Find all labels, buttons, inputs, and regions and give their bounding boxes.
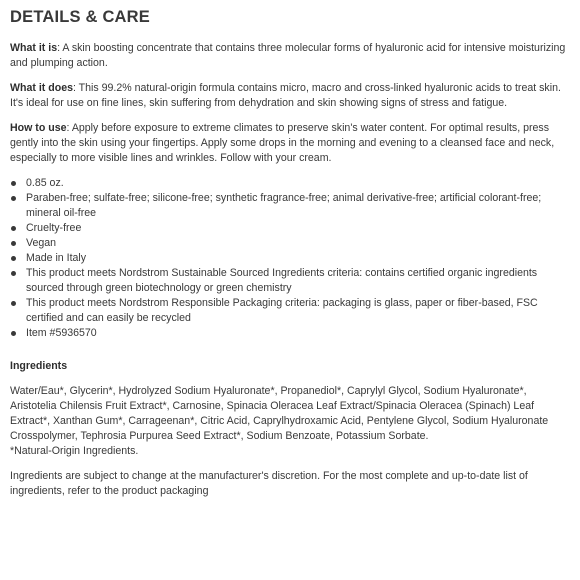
list-item-text: Cruelty-free xyxy=(26,222,82,234)
what-it-does-text: : This 99.2% natural-origin formula contains micro, macro and cross-linked hyaluronic acids to treat skin. It's ideal for use on fine lines, skin suffering from dehydration and skin showing signs of stress and fatigue. xyxy=(10,82,561,109)
list-item xyxy=(10,236,566,251)
bullet-dot-icon xyxy=(11,241,16,246)
list-item-text: Item #5936570 xyxy=(26,327,97,339)
list-item-text: 0.85 oz. xyxy=(26,177,64,189)
bullet-dot-icon xyxy=(11,331,16,336)
how-to-use-text: : Apply before exposure to extreme climates to preserve skin's water content. For optimal results, press gently into the skin using your fingertips. Apply some drops in the morning and evening to a cleansed face and neck, especially to more visible lines and wrinkles. Follow with your cream. xyxy=(10,122,555,164)
list-item-text: Vegan xyxy=(26,237,57,249)
list-item xyxy=(10,251,566,266)
list-item xyxy=(10,296,566,326)
ingredients-paragraph xyxy=(10,384,566,459)
how-to-use-paragraph xyxy=(10,121,566,166)
feature-list xyxy=(10,176,566,341)
list-item xyxy=(10,191,566,221)
what-it-does-paragraph xyxy=(10,81,566,111)
bullet-dot-icon xyxy=(11,226,16,231)
list-item xyxy=(10,176,566,191)
section-title: DETAILS & CARE xyxy=(10,8,150,26)
ingredients-heading: Ingredients xyxy=(10,360,68,372)
what-it-is-label: What it is xyxy=(10,42,58,54)
what-it-is-paragraph xyxy=(10,41,566,71)
bullet-dot-icon xyxy=(11,301,16,306)
what-it-does-label: What it does xyxy=(10,82,73,94)
bullet-dot-icon xyxy=(11,256,16,261)
ingredients-disclaimer: Ingredients are subject to change at the manufacturer's discretion. For the most complete and up-to-date list of ingredients, refer to the product packaging xyxy=(10,470,528,497)
ingredients-note: *Natural-Origin Ingredients. xyxy=(10,445,139,457)
ingredients-list: Water/Eau*, Glycerin*, Hydrolyzed Sodium Hyaluronate*, Propanediol*, Caprylyl Glycol, Sodium Hyaluronate*, Aristotelia Chilensis Fruit Extract*, Carnosine, Spinacia Oleracea Leaf Extract/Spinacia Oleracea (Spinach) Leaf Extract*, Xanthan Gum*, Carrageenan*, Citric Acid, Caprylhydroxamic Acid, Pentylene Glycol, Sodium Hyaluronate Crosspolymer, Tephrosia Purpurea Seed Extract*, Sodium Benzoate, Potassium Sorbate. xyxy=(10,385,549,442)
list-item-text: This product meets Nordstrom Responsible Packaging criteria: packaging is glass, paper or fiber-based, FSC certified and can easily be recycled xyxy=(26,297,538,324)
list-item xyxy=(10,221,566,236)
list-item-text: This product meets Nordstrom Sustainable Sourced Ingredients criteria: contains certified organic ingredients sourced through green biotechnology or green chemistry xyxy=(26,267,538,294)
bullet-dot-icon xyxy=(11,196,16,201)
what-it-is-text: : A skin boosting concentrate that contains three molecular forms of hyaluronic acid for intensive moisturizing and plumping action. xyxy=(10,42,566,69)
list-item xyxy=(10,326,566,341)
list-item xyxy=(10,266,566,296)
bullet-dot-icon xyxy=(11,271,16,276)
how-to-use-label: How to use xyxy=(10,122,67,134)
list-item-text: Paraben-free; sulfate-free; silicone-free; synthetic fragrance-free; animal derivative-free; artificial colorant-free; mineral oil-free xyxy=(26,192,542,219)
list-item-text: Made in Italy xyxy=(26,252,87,264)
bullet-dot-icon xyxy=(11,181,16,186)
